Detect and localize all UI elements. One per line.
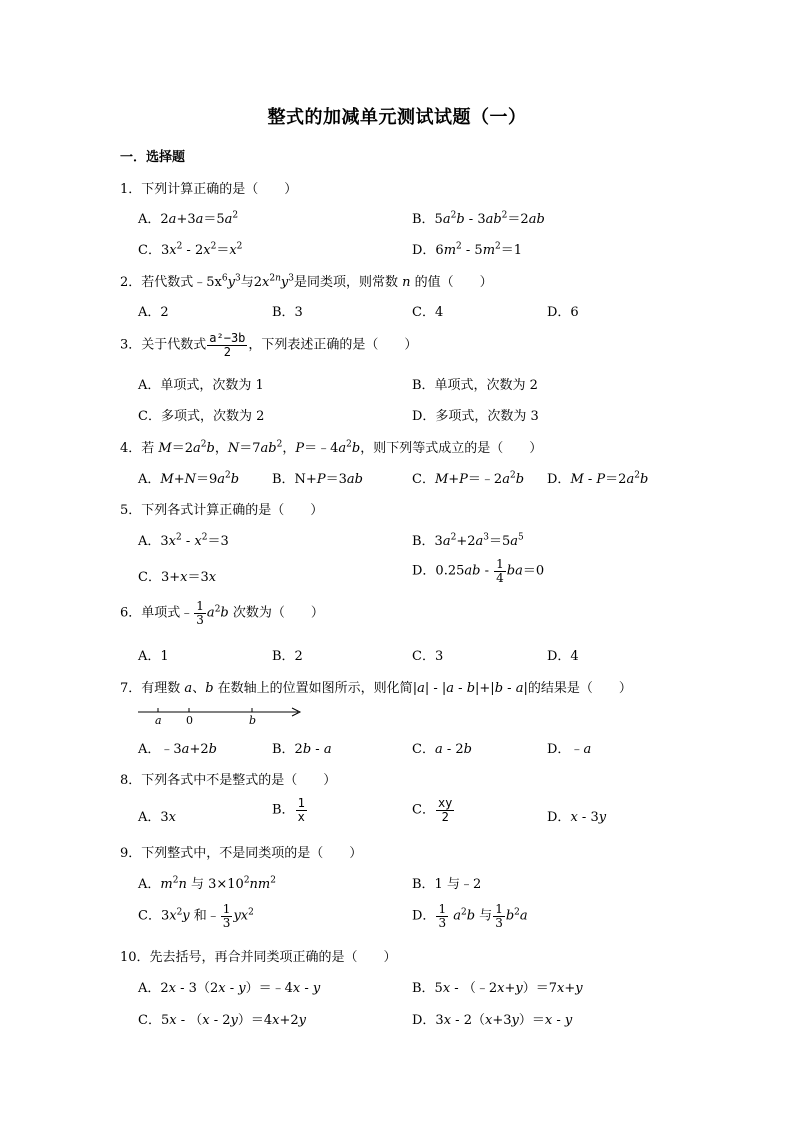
question-2-stem-pre: 2．若代数式﹣5x: [120, 275, 222, 290]
question-3-stem: [120, 332, 417, 358]
question-7-option-a: A．﹣3a+2b: [138, 742, 217, 757]
question-3-stem-post: ，下列表述正确的是（ ）: [248, 337, 418, 353]
question-8-option-b: B． $\frac{1}{x}$: [272, 796, 305, 824]
page-title: 整式的加减单元测试试题（一）: [267, 107, 527, 128]
question-6-option-d: D．4: [547, 649, 579, 664]
question-9-option-a: A．$m^2n$ 与 $3\times 10^2nm^2$: [138, 875, 276, 892]
question-9-option-c: C．$3x^2y$ 和﹣ $\frac{1}{3}$ $yx^2$: [138, 902, 254, 930]
question-9-option-d: D． $\frac{1}{3}$ $a^2b$ 与 $\frac{1}{3}$ $b^2a$: [412, 902, 528, 930]
question-8-stem: 8．下列各式中不是整式的是（ ）: [120, 773, 337, 788]
question-6-option-a: A．1: [138, 649, 169, 664]
question-6-option-b: B．2: [272, 649, 303, 664]
question-7-stem-mid: 在数轴上的位置如图所示，则化简: [217, 681, 413, 696]
question-1-option-d: D．$6m^2 - 5m^2=1$: [412, 241, 523, 258]
question-1-option-b: B．$5a^2b - 3ab^2=2ab$: [412, 210, 545, 227]
question-10-stem: 10．先去括号，再合并同类项正确的是（ ）: [120, 950, 397, 965]
question-3-option-a: A．单项式，次数为 1: [138, 378, 264, 393]
question-3-option-b: B．单项式，次数为 2: [412, 378, 538, 393]
question-2-option-a: A．2: [138, 305, 169, 320]
question-2-stem-end: 的值（ ）: [414, 275, 493, 290]
question-6-fraction: $\frac{1}{3}$: [196, 599, 204, 627]
question-9-stem: 9．下列整式中，不是同类项的是（ ）: [120, 846, 363, 861]
question-10-option-a: A．2x - 3（2x - y）＝﹣4x - y: [138, 981, 321, 996]
question-5-option-c: C．3+x＝3x: [138, 570, 217, 585]
question-4-stem-post: 则下列等式成立的是（ ）: [373, 441, 543, 456]
question-2-option-b: B．3: [272, 305, 303, 320]
number-line-label-zero: 0: [186, 714, 193, 726]
question-1-option-a: A．$2a+3a=5a^2$: [138, 210, 239, 227]
question-8-option-c: C． $\frac{xy}{2}$: [412, 796, 453, 824]
question-3-option-d: D．多项式，次数为 3: [412, 409, 539, 424]
question-2-stem-mid: 与: [240, 275, 254, 290]
question-10-option-c: C．5x - （x - 2y）＝4x+2y: [138, 1013, 307, 1028]
question-2-stem-post: 是同类项，则常数: [293, 275, 398, 290]
question-4-stem: 4．若 $M=2a^2b$，$N=7ab^2$，$P=﹣4a^2b$，则下列等式成立的是（ ）: [120, 439, 543, 456]
question-7-stem-pre: 7．有理数: [120, 681, 181, 696]
question-10-option-b: B．5x - （﹣2x+y）＝7x+y: [412, 981, 583, 996]
question-8-option-d: D．x - 3y: [547, 810, 607, 825]
question-5-option-d: D．0.25ab - $\frac{1}{4}$ ba＝0: [412, 557, 545, 585]
question-5-option-a: A．$3x^2 - x^2=3$: [138, 532, 229, 549]
question-6-stem-pre: 6．单项式﹣: [120, 605, 194, 621]
question-7-stem: 7．有理数 a、b 在数轴上的位置如图所示，则化简|a| - |a - b|+|b - a|的结果是（ ）: [120, 681, 632, 696]
question-7-option-b: B．2b - a: [272, 742, 332, 757]
question-7-option-d: D．﹣a: [547, 742, 592, 757]
question-7-option-c: C．a - 2b: [412, 742, 472, 757]
question-2-stem: 2．若代数式$﹣5x^6y^3$与$2x^{2n}y^3$是同类项，则常数 n 的值（ ）: [120, 273, 493, 290]
question-3-stem-pre: 3．关于代数式: [120, 337, 207, 353]
question-3-option-c: C．多项式，次数为 2: [138, 409, 265, 424]
question-1-option-c: C．$3x^2 - 2x^2=x^2$: [138, 241, 243, 258]
question-2-option-c: C．4: [412, 305, 444, 320]
question-1-stem: 1．下列计算正确的是（ ）: [120, 182, 298, 197]
question-6-stem: 6．单项式﹣ $\frac{1}{3}$ $a^2b$ 次数为（ ）: [120, 599, 324, 627]
question-5-option-b: B．$3a^2+2a^3=5a^5$: [412, 532, 524, 549]
question-4-option-a: A．$M+N=9a^2b$: [138, 470, 240, 487]
question-6-option-c: C．3: [412, 649, 444, 664]
number-line-figure: [138, 700, 308, 726]
section-heading: 一．选择题: [120, 150, 186, 165]
question-2-option-d: D．6: [547, 305, 579, 320]
question-7-stem-post: 的结果是（ ）: [527, 681, 632, 696]
question-4-option-b: B．N+P＝3ab: [272, 472, 363, 487]
number-line-label-b: b: [249, 714, 257, 726]
question-3-fraction: $\frac{\text{a²−3b}}{2}$: [209, 331, 246, 359]
question-8-option-a: A．3x: [138, 810, 177, 825]
number-line-label-a: a: [155, 714, 162, 726]
question-4-option-c: C．$M+P=﹣2a^2b$: [412, 470, 525, 487]
question-10-option-d: D．3x - 2（x+3y）＝x - y: [412, 1013, 573, 1028]
question-6-stem-post: 次数为（ ）: [232, 605, 324, 621]
question-9-option-b: B．1 与﹣2: [412, 877, 482, 892]
question-4-option-d: D．$M - P=2a^2b$: [547, 470, 649, 487]
question-5-stem: 5．下列各式计算正确的是（ ）: [120, 503, 324, 518]
